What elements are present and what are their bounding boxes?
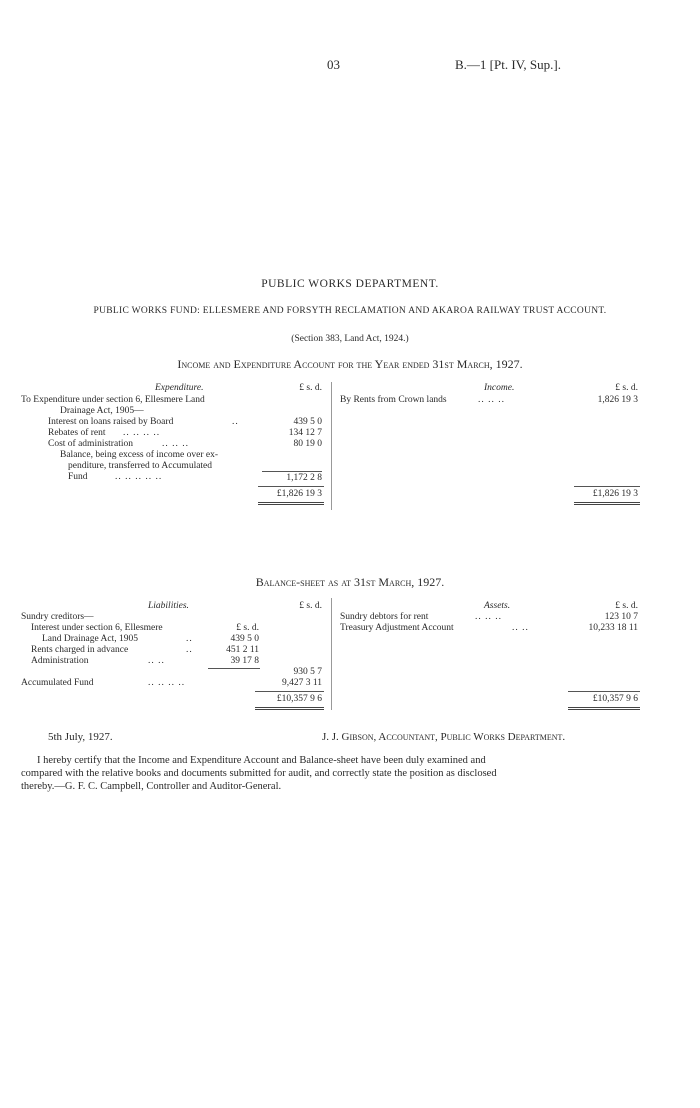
balance-amount: 1,172 2 8 [286,473,322,483]
expenditure-total: £1,826 19 3 [276,489,322,499]
column-divider [331,598,332,710]
signature-date: 5th July, 1927. [48,731,113,743]
accumulated-fund-label: Accumulated Fund [21,678,94,688]
certificate-line: compared with the relative books and documents submitted for audit, and correctly state the position as disclosed [21,768,497,779]
liabilities-currency-heading: £ s. d. [299,601,322,611]
expenditure-heading: Expenditure. [155,383,204,393]
income-total: £1,826 19 3 [592,489,638,499]
income-item-amount: 1,826 19 3 [597,395,638,405]
accumulated-fund-amount: 9,427 3 11 [281,678,322,688]
assets-heading: Assets. [484,601,511,611]
dot-leader: .. .. .. .. [123,428,161,438]
income-currency-heading: £ s. d. [615,383,638,393]
subtotal-rule [262,471,322,472]
total-double-rule-left [255,707,324,710]
expenditure-item-amount: 439 5 0 [293,417,322,427]
sub-currency-heading: £ s. d. [236,623,259,633]
liabilities-total: £10,357 9 6 [276,694,322,704]
total-rule-right [574,486,640,487]
asset-item-amount: 10,233 18 11 [588,623,638,633]
fund-title: PUBLIC WORKS FUND: ELLESMERE AND FORSYTH RECLAMATION AND AKAROA RAILWAY TRUST ACCOUNT. [93,306,607,316]
expenditure-item-amount: 80 19 0 [293,439,322,449]
dot-leader: .. [232,417,239,427]
creditors-label: Sundry creditors— [21,612,94,622]
liabilities-heading: Liabilities. [148,601,189,611]
expenditure-intro-line: To Expenditure under section 6, Ellesmere Land [21,395,205,405]
total-rule-left [255,691,324,692]
creditor-item-amount: 439 5 0 [230,634,259,644]
assets-currency-heading: £ s. d. [615,601,638,611]
expenditure-item-label: Interest on loans raised by Board [48,417,174,427]
asset-item-label: Treasury Adjustment Account [340,623,454,633]
creditors-total: 930 5 7 [293,667,322,677]
balance-description-line: Balance, being excess of income over ex- [60,450,219,460]
creditor-item-label: Rents charged in advance [31,645,129,655]
income-heading: Income. [484,383,515,393]
creditor-item-label: Land Drainage Act, 1905 [42,634,139,644]
total-double-rule-left [258,502,324,505]
total-double-rule-right [568,707,640,710]
balance-description-line: penditure, transferred to Accumulated [68,461,213,471]
signatory: J. J. Gibson, Accountant, Public Works Department. [322,731,566,743]
asset-item-amount: 123 10 7 [604,612,638,622]
creditor-item-label: Administration [31,656,89,666]
dot-leader: .. .. [148,656,165,666]
dot-leader: .. [186,645,193,655]
dot-leader: .. .. [512,623,529,633]
dot-leader: .. .. .. [475,612,502,622]
department-title: PUBLIC WORKS DEPARTMENT. [261,278,439,290]
expenditure-intro-line: Drainage Act, 1905— [60,406,144,416]
balance-description-line: Fund [68,472,88,482]
income-account-title: Income and Expenditure Account for the Year ended 31st March, 1927. [177,357,523,371]
assets-total: £10,357 9 6 [592,694,638,704]
expenditure-item-label: Rebates of rent [48,428,106,438]
balance-sheet-title: Balance-sheet as at 31st March, 1927. [255,575,445,589]
dot-leader: .. .. .. [478,395,505,405]
total-rule-left [258,486,324,487]
certificate-line: thereby.—G. F. C. Campbell, Controller and Auditor-General. [21,781,282,792]
creditor-item-label: Interest under section 6, Ellesmere [31,623,163,633]
expenditure-currency-heading: £ s. d. [299,383,322,393]
creditor-item-amount: 451 2 11 [226,645,259,655]
total-double-rule-right [574,502,640,505]
document-reference: B.—1 [Pt. IV, Sup.]. [455,57,561,72]
dot-leader: .. .. .. .. [148,678,186,688]
dot-leader: .. [186,634,193,644]
dot-leader: .. .. .. [162,439,189,449]
income-item-label: By Rents from Crown lands [340,395,447,405]
total-rule-right [568,691,640,692]
asset-item-label: Sundry debtors for rent [340,612,429,622]
expenditure-item-amount: 134 12 7 [288,428,322,438]
certificate-line: I hereby certify that the Income and Expenditure Account and Balance-sheet have been duly examined and [37,755,486,766]
column-divider [331,382,332,510]
section-reference: (Section 383, Land Act, 1924.) [291,334,409,344]
page-number: 03 [327,57,340,72]
creditor-item-amount: 39 17 8 [230,656,259,666]
expenditure-item-label: Cost of administration [48,439,133,449]
dot-leader: .. .. .. .. .. [115,472,163,482]
